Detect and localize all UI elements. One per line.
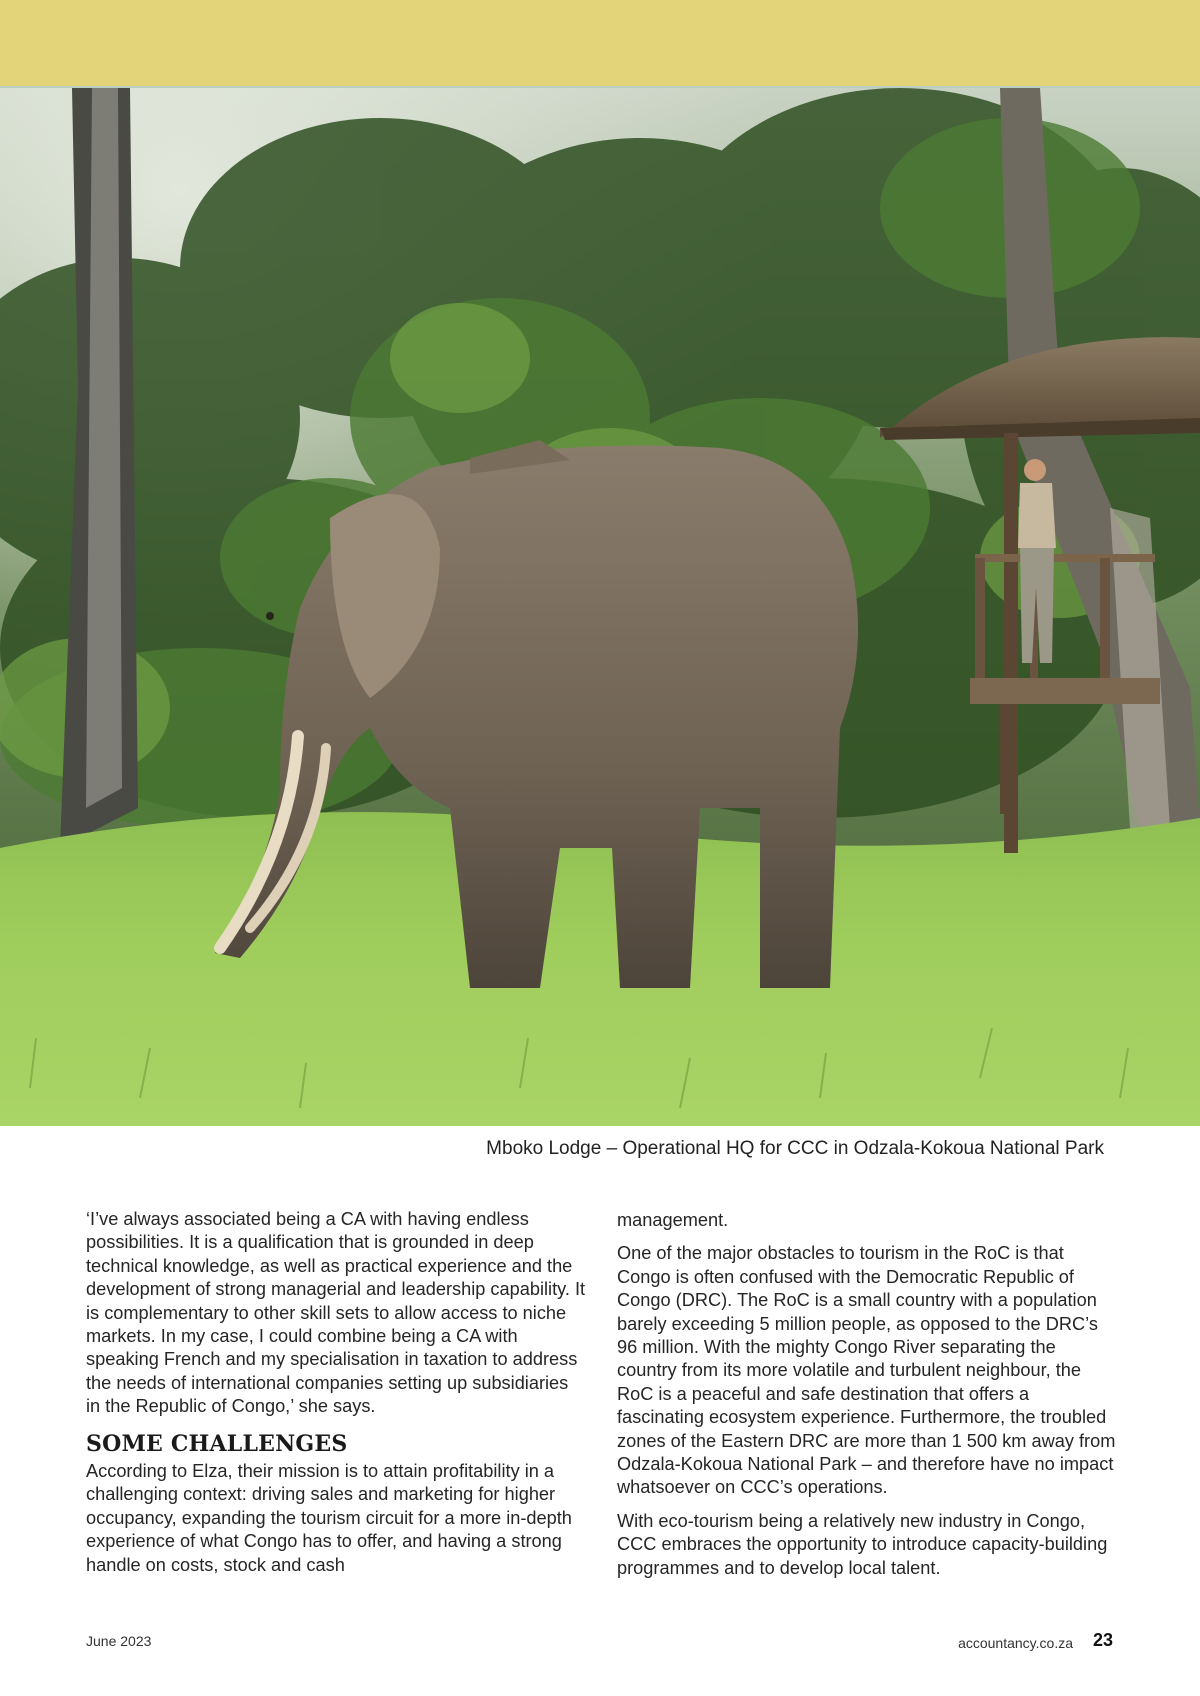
page-number: 23 (1092, 1630, 1113, 1650)
footer-site-link[interactable]: accountancy.co.za (958, 1635, 1073, 1651)
elephant-lodge-photo (0, 88, 1200, 1126)
mission-paragraph: According to Elza, their mission is to attain profitability in a challenging context: driving sales and marketing for higher occupancy, expanding the tourism circuit for a more in-depth experience of what Congo has to offer, and having a strong handle on costs, stock and cash (86, 1461, 572, 1575)
eco-tourism-paragraph: With eco-tourism being a relatively new industry in Congo, CCC embraces the opportunity to introduce capacity-building programmes and to develop local talent. (617, 1510, 1108, 1578)
article-right-column (617, 1209, 1117, 1590)
article-left-column (86, 1208, 586, 1587)
continuation-paragraph: management. (617, 1210, 729, 1230)
photo-caption: Mboko Lodge – Operational HQ for CCC in Odzala-Kokoua National Park (486, 1138, 1104, 1159)
obstacles-paragraph: One of the major obstacles to tourism in the RoC is that Congo is often confused with the Democratic Republic of Congo (DRC). The RoC is a small country with a population barely exceeding 5 million people, as opposed to the DRC’s 96 million. With the mighty Congo River separating the country from its more volatile and turbulent neighbour, the RoC is a peaceful and safe destination that offers a fascinating ecosystem experience. Furthermore, the troubled zones of the Eastern DRC are more than 1 500 km away from Odzala-Kokoua National Park – and therefore have no impact whatsoever on CCC’s operations. (617, 1243, 1116, 1498)
section-heading: SOME CHALLENGES (86, 1430, 348, 1457)
top-color-band (0, 0, 1200, 88)
footer-date: June 2023 (86, 1633, 152, 1649)
quote-paragraph: ‘I’ve always associated being a CA with having endless possibilities. It is a qualification that is grounded in deep technical knowledge, as well as practical experience and the development of strong managerial and leadership capability. It is complementary to other skill sets to allow access to niche markets. In my case, I could combine being a CA with speaking French and my specialisation in taxation to address the needs of international companies setting up subsidiaries in the Republic of Congo,’ she says. (86, 1209, 586, 1417)
